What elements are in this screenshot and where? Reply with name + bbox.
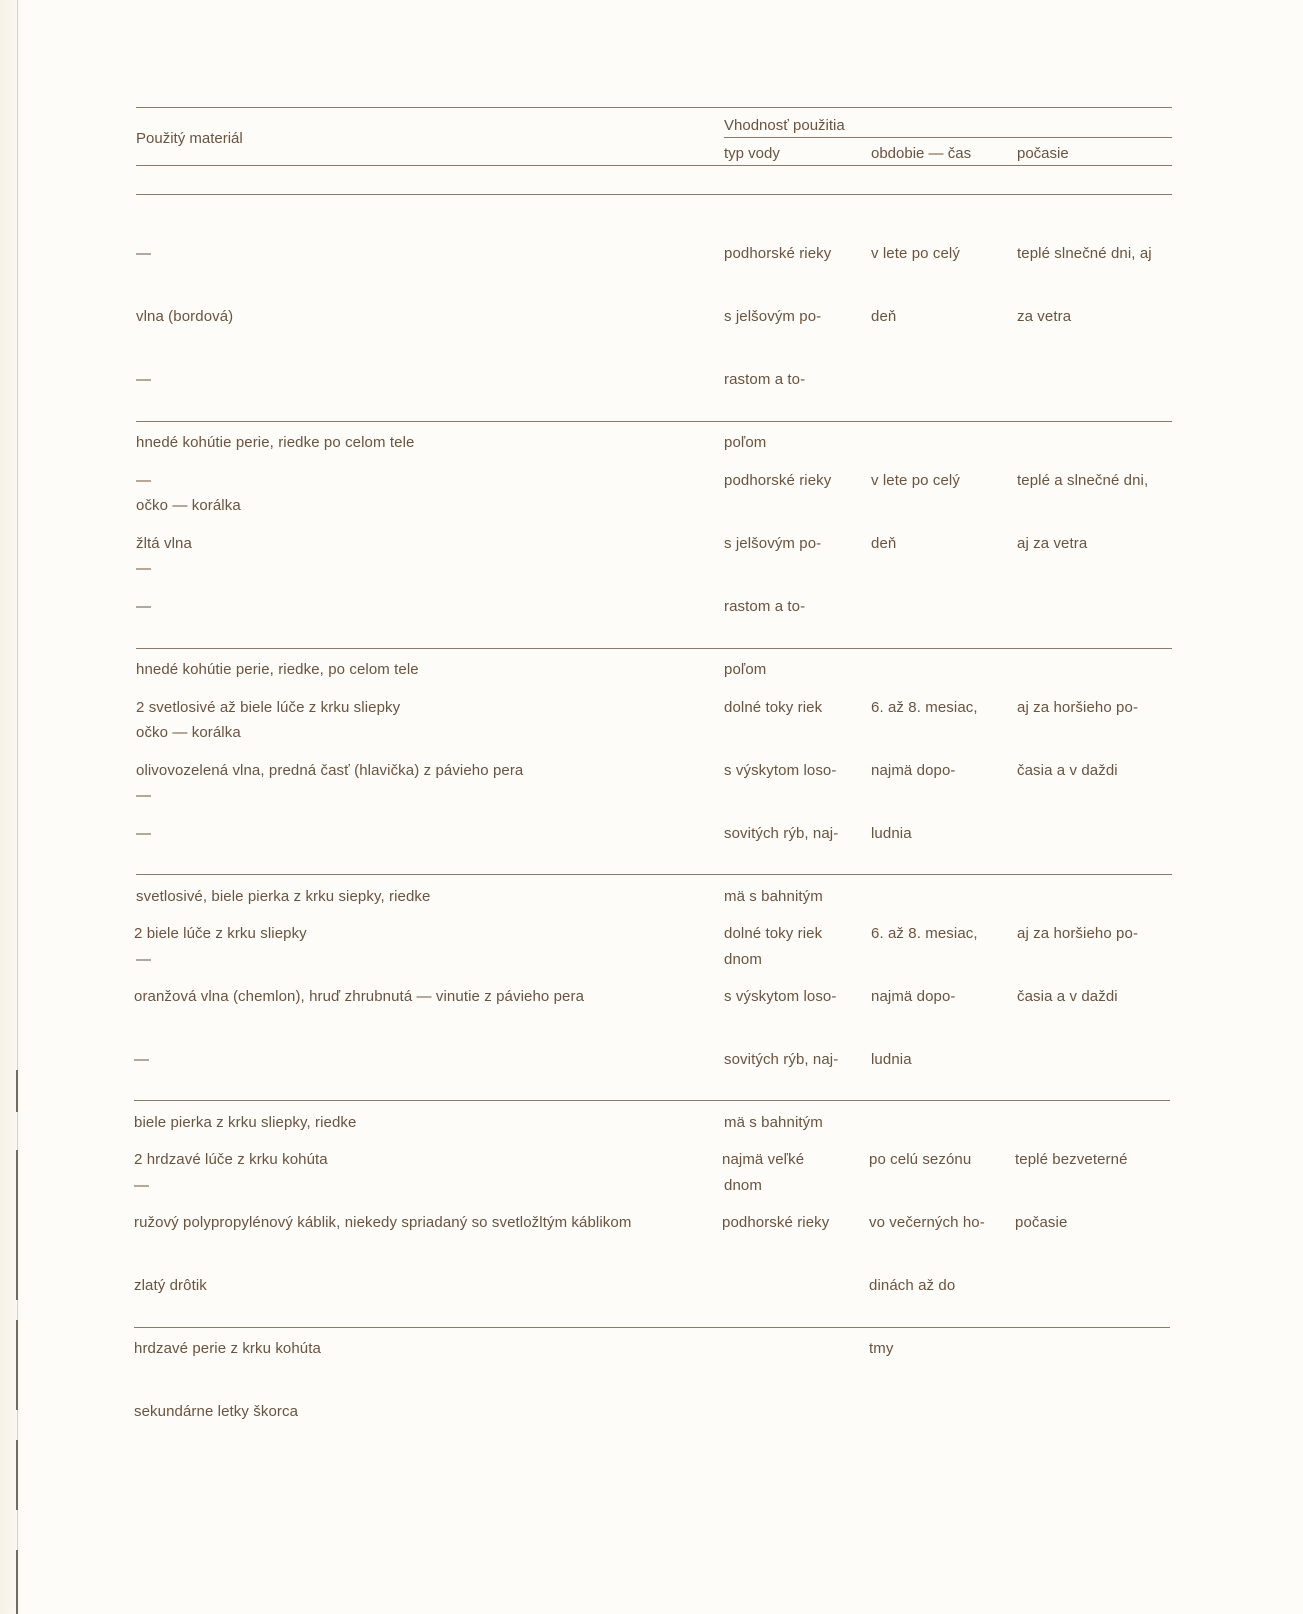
material-line: 2 svetlosivé až biele lúče z krku sliepky — [136, 699, 401, 716]
period-line: ludnia — [871, 1051, 912, 1068]
material-line: — — [136, 787, 152, 804]
material-line: vlna (bordová) — [136, 308, 234, 325]
material-line: — — [136, 598, 152, 615]
material-line: 2 hrdzavé lúče z krku kohúta — [134, 1151, 328, 1168]
material-line: — — [134, 1177, 150, 1194]
period-line: 6. až 8. mesiac, — [871, 925, 978, 942]
water-type-line: poľom — [724, 434, 767, 451]
material-line: hrdzavé perie z krku kohúta — [134, 1340, 321, 1357]
material-cell — [134, 1107, 631, 1464]
material-line: sekundárne letky škorca — [134, 1403, 299, 1420]
water-type-line: s výskytom loso- — [724, 762, 837, 779]
material-line: hnedé kohútie perie, riedke, po celom tele — [136, 661, 419, 678]
weather-cell — [1017, 881, 1138, 1049]
material-line: svetlosivé, biele pierka z krku siepky, riedke — [136, 888, 431, 905]
row-separator — [136, 421, 1172, 422]
period-cell — [871, 428, 960, 596]
header-bottom-rule — [136, 165, 1172, 166]
water-type-cell — [722, 1107, 829, 1275]
water-type-line: s jelšovým po- — [724, 308, 822, 325]
period-line: v lete po celý — [871, 472, 960, 489]
suitability-subrule — [724, 137, 1172, 138]
material-line: ružový polypropylénový káblik, niekedy spriadaný so svetložltým káblikom — [134, 1214, 632, 1231]
binding-mark — [16, 1320, 18, 1410]
page-edge — [0, 0, 24, 1614]
weather-cell — [1017, 201, 1152, 369]
water-type-line: sovitých rýb, naj- — [724, 825, 839, 842]
water-type-line: podhorské rieky — [724, 245, 832, 262]
material-line: oranžová vlna (chemlon), hruď zhrubnutá — vinutie z pávieho pera — [134, 988, 585, 1005]
material-line: — — [136, 951, 152, 968]
weather-line: teplé a slnečné dni, — [1017, 472, 1149, 489]
material-line: — — [136, 371, 152, 388]
suitability-column-header: Vhodnosť použitia — [724, 117, 845, 134]
water-type-line: s výskytom loso- — [724, 988, 837, 1005]
water-type-column-header: typ vody — [724, 145, 780, 162]
material-column-header: Použitý materiál — [136, 130, 243, 147]
weather-line: počasie — [1015, 1214, 1068, 1231]
material-line: očko — korálka — [136, 724, 241, 741]
row-separator — [136, 874, 1172, 875]
material-line: — — [134, 1051, 150, 1068]
material-line: hnedé kohútie perie, riedke po celom tele — [136, 434, 415, 451]
water-type-line: s jelšovým po- — [724, 535, 822, 552]
material-line: — — [136, 472, 152, 489]
weather-column-header: počasie — [1017, 145, 1069, 162]
period-line: po celú sezónu — [869, 1151, 972, 1168]
water-type-line: dnom — [724, 951, 762, 968]
water-type-line: najmä veľké — [722, 1151, 805, 1168]
material-line: — — [136, 825, 152, 842]
water-type-line: mä s bahnitým — [724, 1114, 823, 1131]
material-line: — — [136, 560, 152, 577]
period-line: deň — [871, 308, 897, 325]
period-line: v lete po celý — [871, 245, 960, 262]
water-type-line: podhorské rieky — [724, 472, 832, 489]
binding-mark — [16, 1440, 18, 1510]
water-type-line: rastom a to- — [724, 371, 806, 388]
row-separator — [136, 648, 1172, 649]
period-cell — [871, 655, 978, 886]
table-bottom-rule — [134, 1327, 1170, 1328]
material-line: biele pierka z krku sliepky, riedke — [134, 1114, 357, 1131]
period-line: dinách až do — [869, 1277, 956, 1294]
water-type-line: dnom — [724, 1177, 762, 1194]
period-line: 6. až 8. mesiac, — [871, 699, 978, 716]
weather-line: za vetra — [1017, 308, 1072, 325]
material-line: žltá vlna — [136, 535, 192, 552]
binding-mark — [16, 1150, 18, 1300]
weather-line: aj za vetra — [1017, 535, 1088, 552]
weather-cell — [1017, 655, 1138, 823]
weather-line: teplé slnečné dni, aj — [1017, 245, 1152, 262]
water-type-line: podhorské rieky — [722, 1214, 830, 1231]
period-cell — [869, 1107, 985, 1401]
water-type-line: dolné toky riek — [724, 925, 823, 942]
binding-mark — [16, 1070, 18, 1112]
water-type-line: mä s bahnitým — [724, 888, 823, 905]
weather-line: teplé bezveterné — [1015, 1151, 1128, 1168]
header-top-rule — [136, 107, 1172, 108]
water-type-line: dolné toky riek — [724, 699, 823, 716]
period-column-header: obdobie — čas — [871, 145, 972, 162]
period-line: tmy — [869, 1340, 894, 1357]
material-line: 2 biele lúče z krku sliepky — [134, 925, 307, 942]
material-line: zlatý drôtik — [134, 1277, 207, 1294]
row-separator — [134, 1100, 1170, 1101]
period-line: najmä dopo- — [871, 762, 956, 779]
period-line: najmä dopo- — [871, 988, 956, 1005]
material-line: očko — korálka — [136, 497, 241, 514]
water-type-line: sovitých rýb, naj- — [724, 1051, 839, 1068]
weather-line: aj za horšieho po- — [1017, 699, 1139, 716]
period-cell — [871, 881, 978, 1112]
binding-mark — [16, 1550, 18, 1614]
weather-line: časia a v daždi — [1017, 762, 1118, 779]
water-type-line: rastom a to- — [724, 598, 806, 615]
weather-line: časia a v daždi — [1017, 988, 1118, 1005]
period-cell — [871, 201, 960, 369]
weather-cell — [1017, 428, 1148, 596]
period-line: vo večerných ho- — [869, 1214, 985, 1231]
water-type-line: poľom — [724, 661, 767, 678]
material-line: olivovozelená vlna, predná časť (hlavička) z pávieho pera — [136, 762, 524, 779]
material-line: — — [136, 245, 152, 262]
weather-cell — [1015, 1107, 1128, 1275]
period-line: deň — [871, 535, 897, 552]
period-line: ludnia — [871, 825, 912, 842]
row-separator — [136, 194, 1172, 195]
weather-line: aj za horšieho po- — [1017, 925, 1139, 942]
